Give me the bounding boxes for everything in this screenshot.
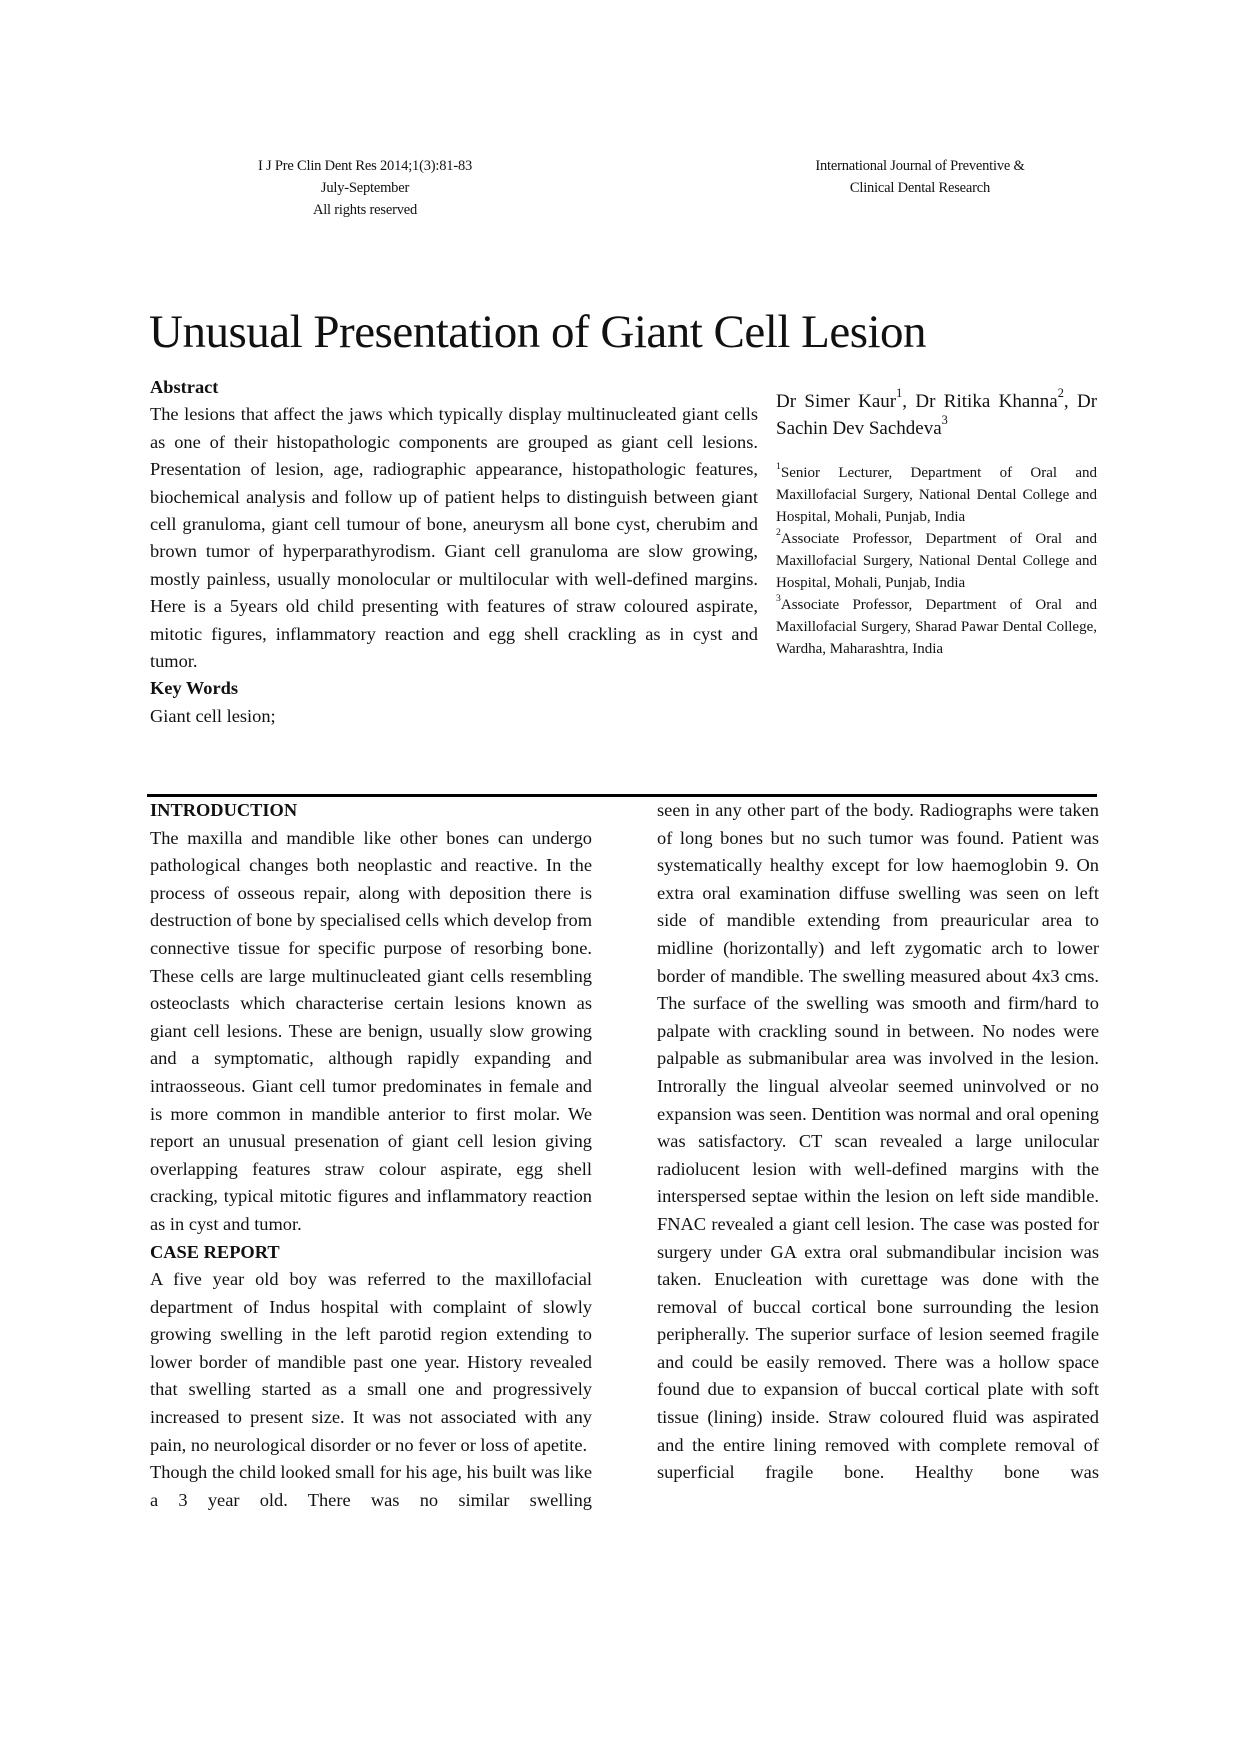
keywords-text: Giant cell lesion; (150, 705, 276, 726)
abstract-text: The lesions that affect the jaws which typically display multinucleated giant cells as one of their histopathologic components are grouped as giant cell lesions. Presentation of lesion, age, radiographic appearance, histopathologic features, biochemical analysis and follow up of patient helps to distinguish between giant cell granuloma, giant cell tumour of bone, aneurysm all bone cyst, cherubim and brown tumor of hyperparathyrodism. Giant cell granuloma are slow growing, mostly painless, usually monolocular or multilocular with well-defined margins. Here is a 5years old child presenting with features of straw coloured aspirate, mitotic figures, inflammatory reaction and egg shell crackling as in cyst and tumor. (150, 404, 758, 672)
author-separator: , (902, 391, 916, 412)
affiliation-mark: 1 (776, 461, 781, 473)
affiliation (776, 528, 1097, 594)
abstract-section (150, 374, 758, 730)
rights-notice: All rights reserved (312, 202, 418, 218)
abstract-heading: Abstract (150, 377, 219, 397)
authors-block (776, 388, 1097, 660)
author-list (776, 388, 1097, 442)
author-name: Dr Sachin Dev Sachdeva (776, 391, 1098, 439)
author-affiliation-mark: 2 (1057, 386, 1064, 401)
journal-name-line-2: Clinical Dental Research (849, 180, 991, 196)
affiliation-text: Associate Professor, Department of Oral and Maxillofacial Surgery, National Dental College and Hospital, Mohali, Punjab, India (776, 531, 1097, 591)
introduction-heading: INTRODUCTION (150, 800, 298, 820)
affiliation-mark: 2 (776, 527, 781, 539)
journal-name-header (770, 155, 1070, 199)
affiliation-text: Associate Professor, Department of Oral and Maxillofacial Surgery, Sharad Pawar Dental College, Wardha, Maharashtra, India (776, 597, 1097, 657)
body-column-right (657, 797, 1099, 1487)
author-affiliation-mark: 3 (941, 413, 948, 428)
article-title: Unusual Presentation of Giant Cell Lesion (149, 306, 927, 358)
case-report-paragraph-2-continued: seen in any other part of the body. Radiographs were taken of long bones but no such tumor was found. Patient was systematically healthy except for low haemoglobin 9. On extra oral examination diffuse swelling was seen on left side of mandible extending from preauricular area to midline (horizontally) and left zygomatic arch to lower border of mandible. The swelling measured about 4x3 cms. The surface of the swelling was smooth and firm/hard to palpate with crackling sound in between. No nodes were palpable as submanibular area was involved in the lesion. Introrally the lingual alveolar seemed uninvolved or no expansion was seen. Dentition was normal and oral opening was satisfactory. CT scan revealed a large unilocular radiolucent lesion with well-defined margins with the interspersed septae within the lesion on left side mandible. FNAC revealed a giant cell lesion. The case was posted for surgery under GA extra oral submandibular incision was taken. Enucleation with curettage was done with the removal of buccal cortical bone surrounding the lesion peripherally. The superior surface of lesion seemed fragile and could be easily removed. There was a hollow space found due to expansion of buccal cortical plate with soft tissue (lining) inside. Straw coloured fluid was aspirated and the entire lining removed with complete removal of superficial fragile bone. Healthy bone was (657, 800, 1099, 1483)
issue-period: July-September (320, 180, 410, 196)
case-report-paragraph-1: A five year old boy was referred to the maxillofacial department of Indus hospital with complaint of slowly growing swelling in the left parotid region extending to lower border of mandible past one year. History revealed that swelling started as a small one and progressively increased to present size. It was not associated with any pain, no neurological disorder or no fever or loss of apetite. (150, 1269, 592, 1455)
author-affiliation-mark: 1 (896, 386, 903, 401)
case-report-heading: CASE REPORT (150, 1241, 280, 1262)
journal-citation-header (200, 155, 530, 221)
affiliation-mark: 3 (776, 593, 781, 605)
case-report-paragraph-2-start: Though the child looked small for his age, his built was like a 3 year old. There was no similar swelling (150, 1462, 592, 1510)
author-name: Dr Simer Kaur (776, 391, 897, 412)
citation-line: I J Pre Clin Dent Res 2014;1(3):81-83 (257, 158, 473, 174)
keywords-heading: Key Words (150, 678, 239, 699)
author-separator: , (1063, 391, 1077, 412)
affiliation (776, 462, 1097, 528)
journal-name-line-1: International Journal of Preventive & (815, 158, 1025, 174)
affiliation-text: Senior Lecturer, Department of Oral and Maxillofacial Surgery, National Dental College and Hospital, Mohali, Punjab, India (776, 465, 1097, 525)
body-column-left (150, 797, 592, 1514)
introduction-text: The maxilla and mandible like other bones can undergo pathological changes both neoplastic and reactive. In the process of osseous repair, along with deposition there is destruction of bone by specialised cells which develop from connective tissue for specific purpose of resorbing bone. These cells are large multinucleated giant cells resembling osteoclasts which characterise certain lesions known as giant cell lesions. These are benign, usually slow growing and a symptomatic, although rapidly expanding and intraosseous. Giant cell tumor predominates in female and is more common in mandible anterior to first molar. We report an unusual presenation of giant cell lesion giving overlapping features straw colour aspirate, egg shell cracking, typical mitotic figures and inflammatory reaction as in cyst and tumor. (150, 827, 592, 1234)
author-name: Dr Ritika Khanna (915, 391, 1058, 412)
affiliation (776, 594, 1097, 660)
